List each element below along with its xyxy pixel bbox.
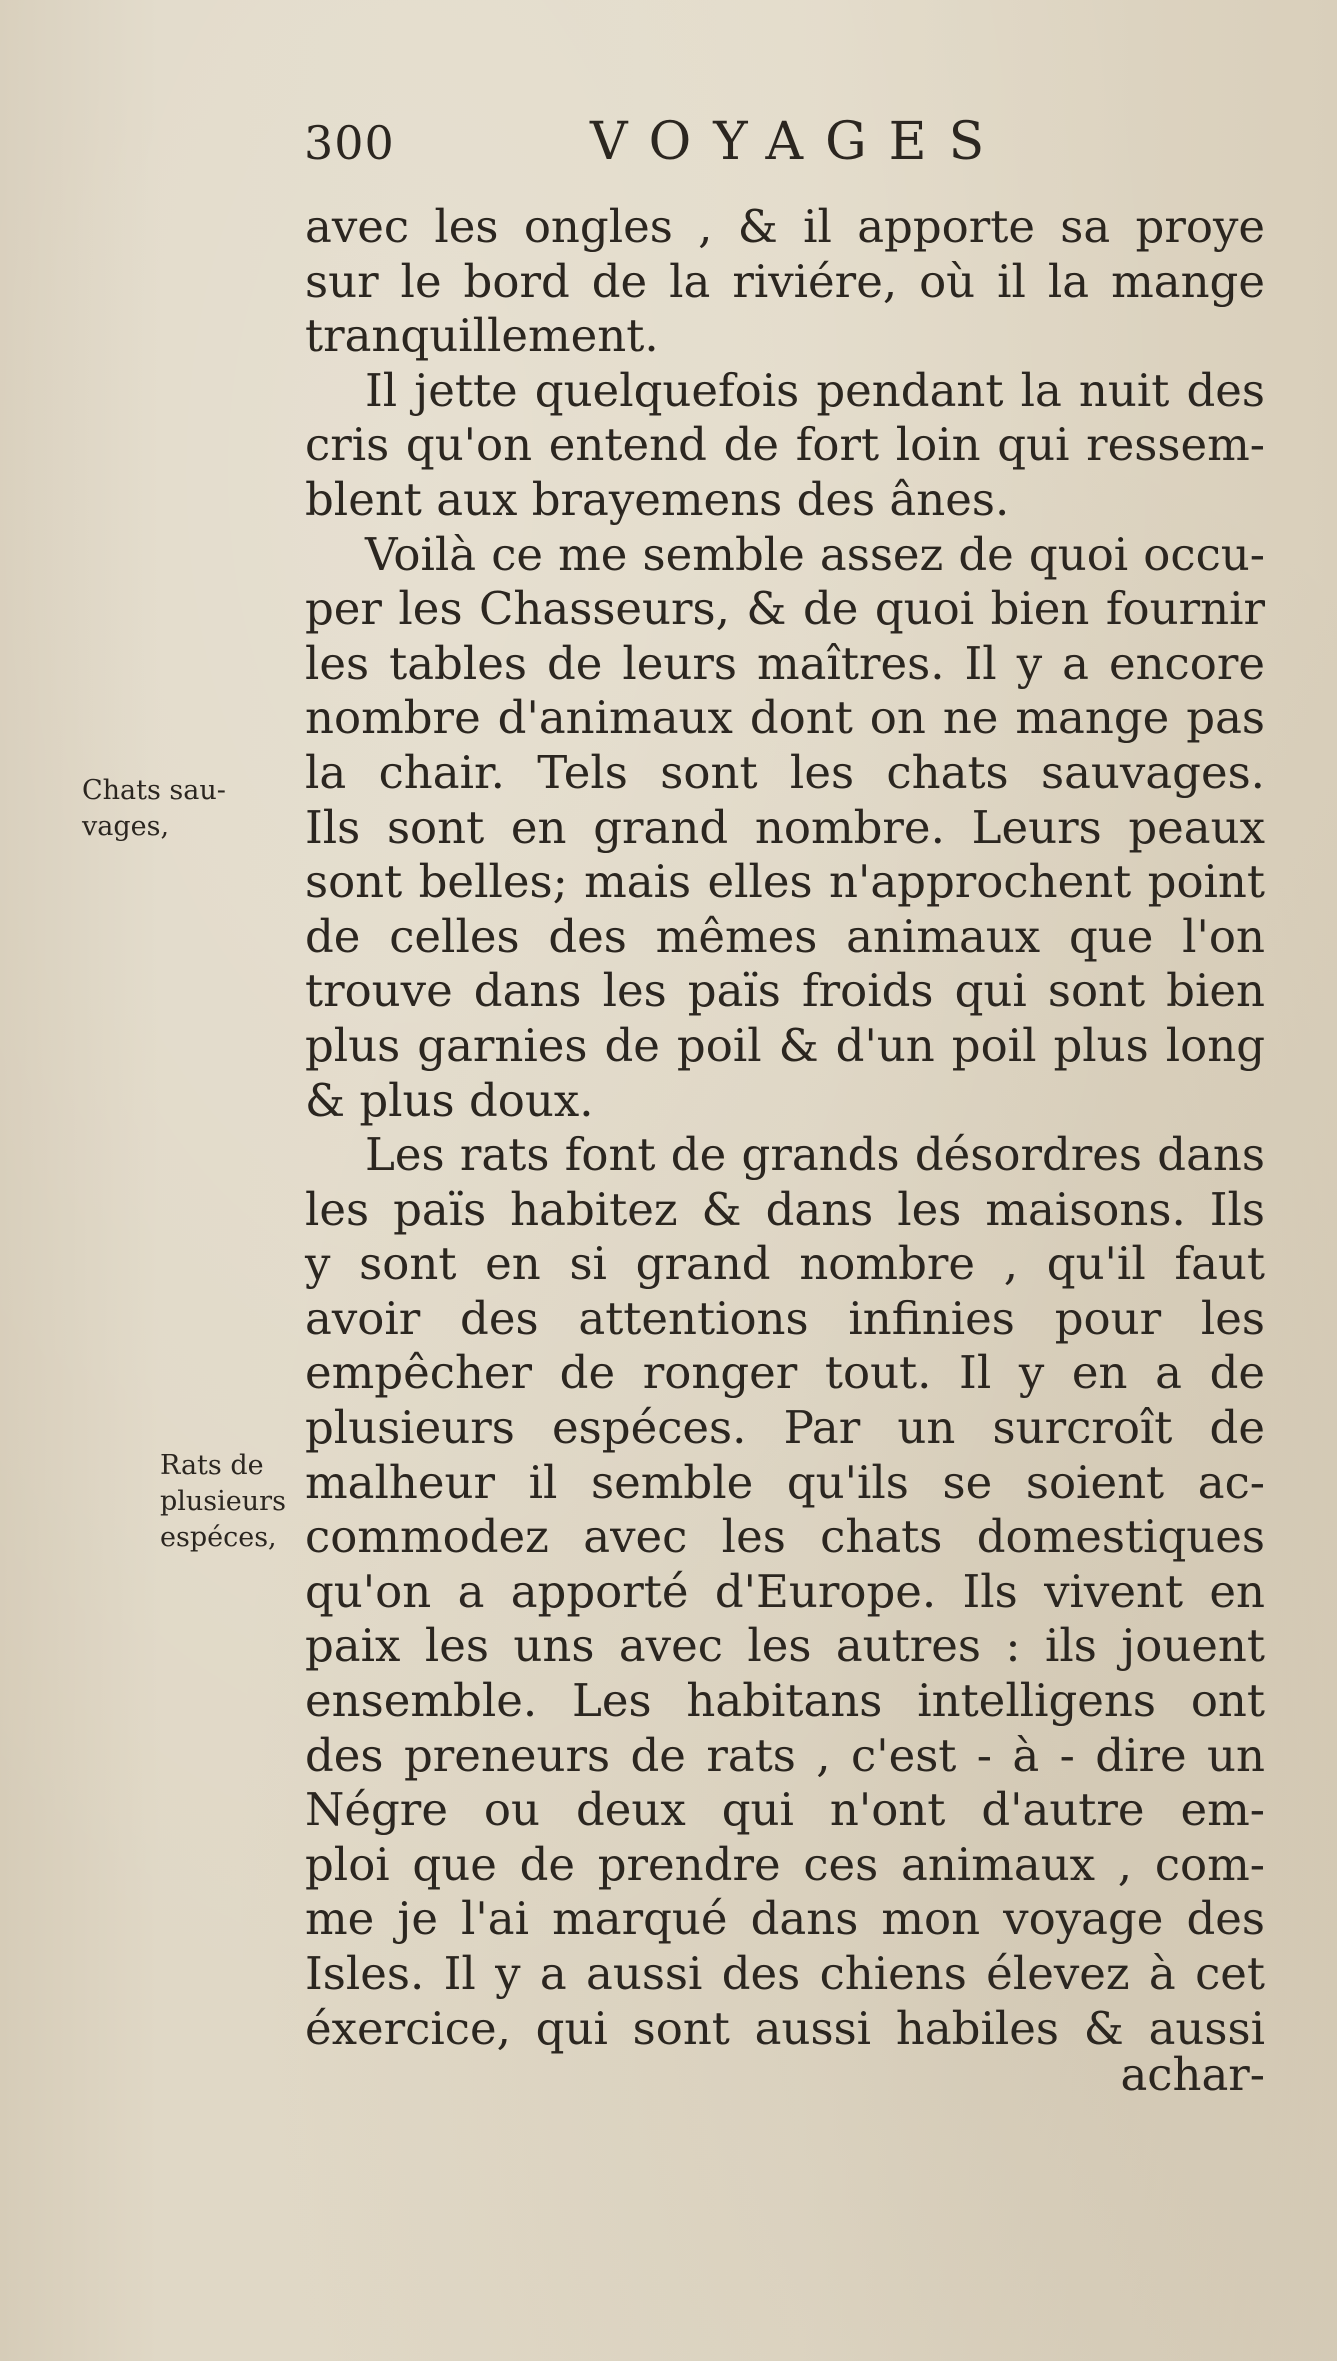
page-number: 300 — [304, 116, 395, 170]
text-line: ploi que de prendre ces animaux , com- — [305, 1837, 1265, 1891]
text-line: les païs habitez & dans les maisons. Ils — [305, 1182, 1265, 1236]
text-line: qu'on a apporté d'Europe. Ils vivent en — [305, 1564, 1265, 1618]
text-line: avoir des attentions infinies pour les — [305, 1291, 1265, 1345]
text-line: empêcher de ronger tout. Il y en a de — [305, 1346, 1265, 1400]
text-line: paix les uns avec les autres : ils jouent — [305, 1619, 1265, 1673]
text-line: plusieurs espéces. Par un surcroît de — [305, 1401, 1265, 1455]
text-line: la chair. Tels sont les chats sauvages. — [305, 745, 1265, 799]
text-line: commodez avec les chats domestiques — [305, 1510, 1265, 1564]
text-line: tranquillement. — [305, 309, 659, 363]
text-line: les tables de leurs maîtres. Il y a encore — [305, 636, 1265, 690]
text-line: & plus doux. — [305, 1073, 594, 1127]
running-title: VOYAGES — [590, 112, 1007, 172]
text-line: blent aux brayemens des ânes. — [305, 472, 1010, 526]
text-line: sur le bord de la riviére, où il la mange — [305, 254, 1265, 308]
text-line: Ils sont en grand nombre. Leurs peaux — [305, 800, 1265, 854]
text-line: nombre d'animaux dont on ne mange pas — [305, 691, 1265, 745]
page-header — [300, 112, 1300, 182]
margin-note-chats-sauvages — [82, 773, 226, 845]
body-text — [305, 200, 1265, 2056]
text-line: per les Chasseurs, & de quoi bien fournir — [305, 582, 1265, 636]
text-line: cris qu'on entend de fort loin qui ressem- — [305, 418, 1265, 472]
margin-note-line: espéces, — [160, 1522, 277, 1553]
margin-note-line: plusieurs — [160, 1486, 286, 1517]
text-line: malheur il semble qu'ils se soient ac- — [305, 1455, 1265, 1509]
text-line: avec les ongles , & il apporte sa proye — [305, 200, 1265, 253]
text-line: Isles. Il y a aussi des chiens élevez à cet — [305, 1947, 1265, 2000]
text-line: de celles des mêmes animaux que l'on — [305, 909, 1265, 963]
margin-note-line: Rats de — [160, 1450, 264, 1481]
text-line: sont belles; mais elles n'approchent point — [305, 855, 1265, 909]
text-line: y sont en si grand nombre , qu'il faut — [305, 1237, 1265, 1291]
text-line: Les rats font de grands désordres dans — [365, 1128, 1265, 1182]
text-line: éxercice, qui sont aussi habiles & aussi — [305, 2001, 1265, 2055]
catchword: achar- — [1120, 2048, 1265, 2101]
text-line: Voilà ce me semble assez de quoi occu- — [365, 527, 1265, 581]
margin-note-rats — [160, 1448, 286, 1556]
text-line: me je l'ai marqué dans mon voyage des — [305, 1892, 1265, 1946]
text-line: des preneurs de rats , c'est - à - dire un — [305, 1728, 1265, 1782]
text-line: plus garnies de poil & d'un poil plus long — [305, 1018, 1265, 1072]
text-line: Négre ou deux qui n'ont d'autre em- — [305, 1783, 1265, 1837]
text-line: ensemble. Les habitans intelligens ont — [305, 1674, 1265, 1728]
text-line: Il jette quelquefois pendant la nuit des — [365, 363, 1265, 417]
text-line: trouve dans les païs froids qui sont bien — [305, 964, 1265, 1018]
margin-note-line: vages, — [82, 811, 170, 842]
margin-note-line: Chats sau- — [82, 775, 226, 806]
